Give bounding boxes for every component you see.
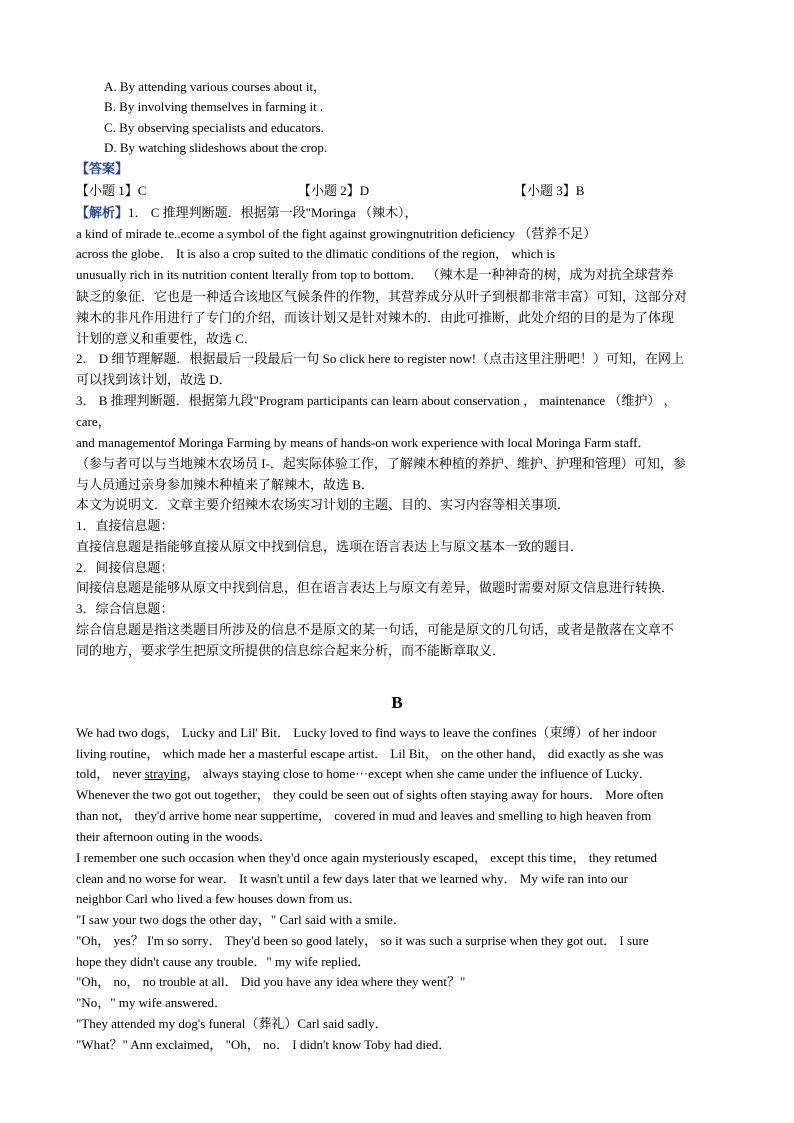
story-line: "They attended my dog's funeral（葬礼）Carl said sadly． — [76, 1016, 388, 1031]
analysis-line: care， — [76, 414, 111, 429]
answer-label: 【答案】 — [76, 161, 129, 176]
answer-2: 【小题 2】D — [298, 183, 370, 198]
analysis-line: 同的地方，要求学生把原文所提供的信息综合起来分析，而不能断章取义． — [76, 643, 506, 658]
answer-1: 【小题 1】C — [76, 183, 147, 198]
answer-3: 【小题 3】B — [514, 183, 585, 198]
analysis-line: 与人员通过亲身参加辣木种植来了解辣木，故选 B． — [76, 477, 374, 492]
story-line: We had two dogs， Lucky and Lil' Bit． Lucky loved to find ways to leave the confines（束缚）of her indoor — [76, 725, 657, 740]
story-line: their afternoon outing in the woods． — [76, 829, 273, 844]
analysis-line: 缺乏的象征．它也是一种适合该地区气候条件的作物，其营养成分从叶子到根都非常丰富）可知，这部分对 — [76, 289, 688, 304]
story-line: "No，" my wife answered． — [76, 995, 228, 1010]
analysis-line: 3． B 推理判断题．根据第九段"Program participants can learn about conservation ， maintenance （维护） ， — [76, 393, 677, 408]
analysis-line: 辣木的非凡作用进行了专门的介绍，而该计划又是针对辣木的．由此可推断，此处介绍的目的是为了体现 — [76, 310, 675, 325]
analysis-line: across the globe． It is also a crop suited to the dlimatic conditions of the region， which is — [76, 246, 556, 261]
story-line: "Oh， yes？ I'm so sorry． They'd been so good lately， so it was such a surprise when they got out． I sure — [76, 933, 649, 948]
analysis-line: 【解析】1． C 推理判断题．根据第一段"Moringa （辣木）， — [76, 205, 418, 220]
analysis-line: 间接信息题是能够从原文中找到信息，但在语言表达上与原文有差异，做题时需要对原文信息进行转换． — [76, 580, 675, 595]
story-line: than not， they'd arrive home near suppertime， covered in mud and leaves and smelling to high heaven from — [76, 808, 652, 823]
story-line: I remember one such occasion when they'd once again mysteriously escaped， except this time， they retumed — [76, 850, 658, 865]
story-line: Whenever the two got out together， they could be seen out of sights often staying away for hours． More often — [76, 787, 664, 802]
analysis-line: 可以找到该计划，故选 D． — [76, 372, 232, 387]
option-d: D. By watching slideshows about the crop. — [104, 140, 328, 155]
analysis-line: unusually rich in its nutrition content lterally from top to bottom． （辣木是一种神奇的树，成为对抗全球营养 — [76, 267, 674, 282]
analysis-line: 1．直接信息题： — [76, 518, 174, 533]
option-a: A. By attending various courses about it， — [104, 79, 327, 94]
analysis-line: 2．间接信息题： — [76, 560, 174, 575]
story-line: "Oh， no， no trouble at all． Did you have any idea where they went？" — [76, 974, 466, 989]
story-line: "What？" Ann exclaimed， "Oh， no． I didn't know Toby had died． — [76, 1037, 452, 1052]
analysis-line: （参与者可以与当地辣木农场员 I-．起实际体验工作，了解辣木种植的养护、维护、护理和管理）可知，参 — [76, 456, 686, 471]
story-line: hope they didn't cause any trouble．" my wife replied． — [76, 954, 371, 969]
section-heading: B — [391, 693, 403, 712]
analysis-line: 3．综合信息题： — [76, 601, 174, 616]
story-line: "I saw your two dogs the other day，" Carl said with a smile． — [76, 912, 406, 927]
underlined-word: straying — [144, 766, 187, 781]
analysis-line: 本文为说明文．文章主要介绍辣木农场实习计划的主题、目的、实习内容等相关事项． — [76, 497, 571, 512]
option-b: B. By involving themselves in farming it . — [104, 99, 324, 114]
analysis-line: a kind of mirade te..ecome a symbol of the fight against growingnutrition deficiency （营养不足） — [76, 226, 597, 241]
analysis-line: 综合信息题是指这类题目所涉及的信息不是原文的某一句话，可能是原文的几句话，或者是散落在文章不 — [76, 622, 675, 637]
analysis-line: 计划的意义和重要性，故选 C． — [76, 331, 257, 346]
option-c: C. By observing specialists and educators. — [104, 120, 324, 135]
story-line: neighbor Carl who lived a few houses down from us． — [76, 891, 362, 906]
story-line: told， never straying， always staying close to home···except when she came under the influence of Lucky． — [76, 766, 652, 781]
story-line: living routine， which made her a masterful escape artist． Lil Bit， on the other hand， did exactly as she was — [76, 746, 664, 761]
story-line: clean and no worse for wear． It wasn't until a few days later that we learned why． My wife ran into our — [76, 871, 629, 886]
analysis-line: 2． D 细节理解题．根据最后一段最后一句 So click here to register now!（点击这里注册吧！）可知，在网上 — [76, 351, 685, 366]
analysis-line: and managementof Moringa Farming by means of hands-on work experience with local Moringa Farm staff． — [76, 435, 651, 450]
analysis-label: 【解析】 — [76, 205, 129, 220]
analysis-line: 直接信息题是指能够直接从原文中找到信息，选项在语言表达上与原文基本一致的题目． — [76, 539, 584, 554]
